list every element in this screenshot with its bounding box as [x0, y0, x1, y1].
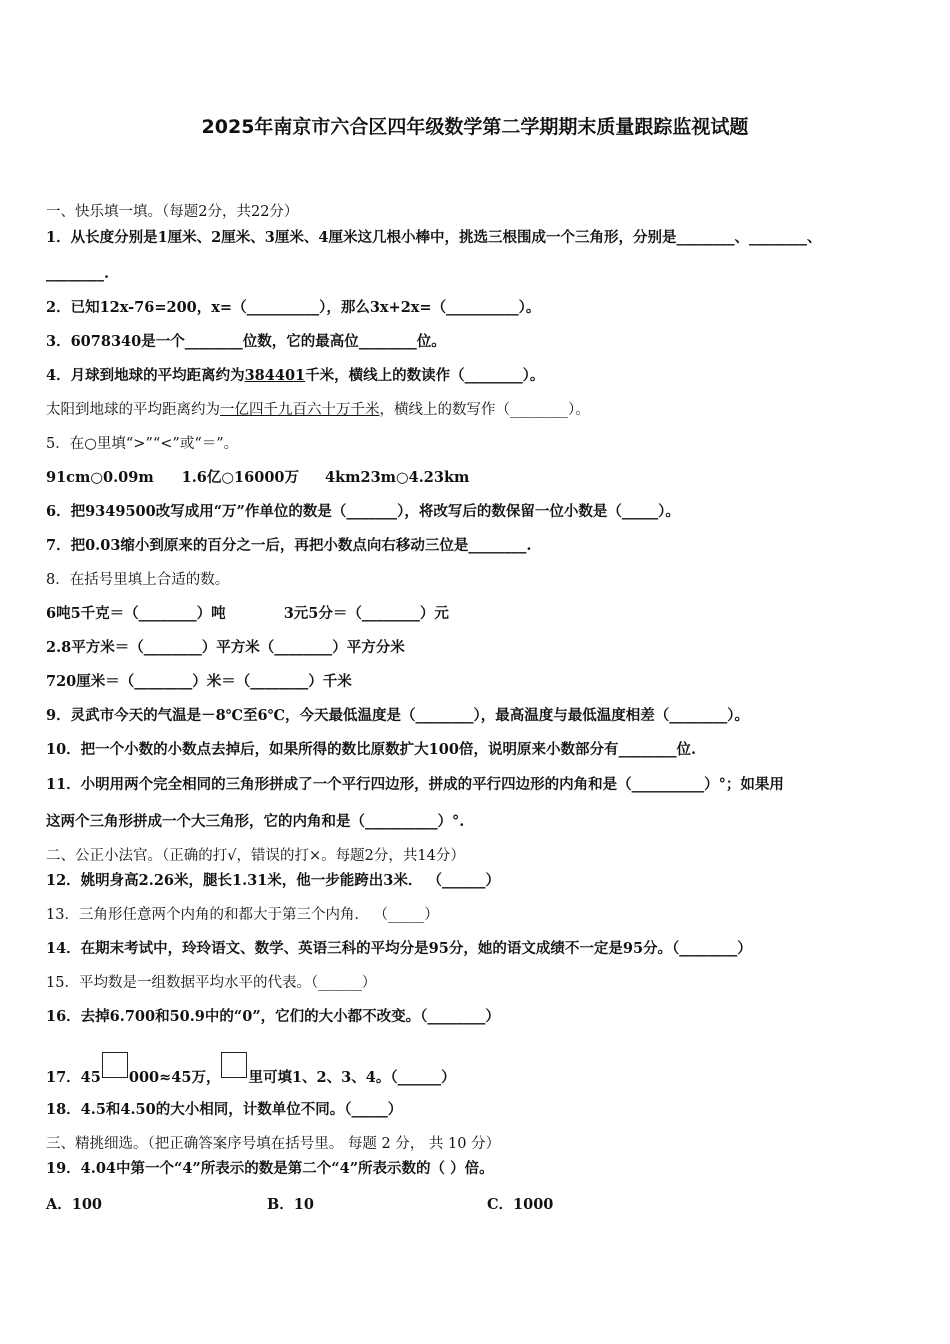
- q17-suffix: 里可填1、2、3、4。（______）: [248, 1069, 456, 1086]
- question-16: 16．去掉6.700和50.9中的“0”，它们的大小都不改变。（________）: [46, 1008, 500, 1025]
- q4-prefix: 4．月球到地球的平均距离约为: [46, 367, 245, 384]
- question-19: 19．4.04中第一个“4”所表示的数是第二个“4”所表示数的（ ）倍。: [46, 1160, 494, 1177]
- q5-item-b: 1.6亿○16000万: [181, 469, 299, 486]
- question-8-row-3: 720厘米＝（________）米＝（________）千米: [46, 673, 352, 690]
- question-2: 2．已知12x-76=200，x=（__________），那么3x+2x=（__________）。: [46, 299, 541, 316]
- question-4-line-2: [46, 400, 590, 420]
- question-4-line-1: [46, 366, 544, 386]
- question-13: 13．三角形任意两个内角的和都大于第三个内角． （_____）: [46, 907, 439, 923]
- q19-option-a[interactable]: A．100: [46, 1196, 103, 1213]
- q17-prefix: 17．45: [46, 1069, 101, 1086]
- question-5: 5．在○里填“>”“<”或“＝”。: [46, 436, 239, 452]
- section-heading-2: 二、公正小法官。（正确的打√，错误的打×。每题2分，共14分）: [46, 848, 465, 864]
- question-8: 8．在括号里填上合适的数。: [46, 572, 230, 588]
- q19-option-c[interactable]: C．1000: [487, 1196, 554, 1213]
- q4b-underlined-number: 一亿四千九百六十万千米: [220, 402, 380, 418]
- q8-item-a: 6吨5千克＝（________）吨: [46, 605, 226, 622]
- question-12: 12．姚明身高2.26米，腿长1.31米，他一步能跨出3米． （______）: [46, 872, 500, 889]
- question-15: 15．平均数是一组数据平均水平的代表。（______）: [46, 975, 377, 991]
- q8-item-b: 3元5分＝（________）元: [283, 605, 449, 622]
- q19-option-b[interactable]: B．10: [267, 1196, 314, 1213]
- question-17: [46, 1052, 456, 1088]
- q4-suffix: 千米，横线上的数读作（________）。: [305, 367, 545, 384]
- question-5-items: [46, 468, 469, 488]
- question-7: 7．把0.03缩小到原来的百分之一后，再把小数点向右移动三位是________.: [46, 537, 532, 554]
- question-6: 6．把9349500改写成用“万”作单位的数是（_______），将改写后的数保留一位小数是（_____）。: [46, 503, 680, 520]
- q17-blank-box-1[interactable]: [102, 1052, 128, 1078]
- question-9: 9．灵武市今天的气温是－8℃至6℃，今天最低温度是（________），最高温度与最低温度相差（________）。: [46, 707, 750, 724]
- q17-blank-box-2[interactable]: [221, 1052, 247, 1078]
- section-heading-1: 一、快乐填一填。（每题2分，共22分）: [46, 204, 299, 220]
- page-title: 2025年南京市六合区四年级数学第二学期期末质量跟踪监视试题: [201, 116, 749, 138]
- question-11-line-2: 这两个三角形拼成一个大三角形，它的内角和是（__________）°.: [46, 813, 465, 830]
- question-14: 14．在期末考试中，玲玲语文、数学、英语三科的平均分是95分，她的语文成绩不一定是95分。（________）: [46, 940, 752, 957]
- question-1-line-2: ________.: [46, 265, 110, 282]
- question-8-row-1: [46, 604, 449, 624]
- question-18: 18．4.5和4.50的大小相同，计数单位不同。（_____）: [46, 1101, 403, 1118]
- question-1-line-1: 1．从长度分别是1厘米、2厘米、3厘米、4厘米这几根小棒中，挑选三根围成一个三角形，分别是________、________、: [46, 229, 822, 246]
- q4b-prefix: 太阳到地球的平均距离约为: [46, 402, 220, 418]
- q5-item-c: 4km23m○4.23km: [325, 469, 470, 486]
- question-3: 3．6078340是一个________位数，它的最高位________位。: [46, 333, 446, 350]
- question-8-row-2: 2.8平方米＝（________）平方米（________）平方分米: [46, 639, 405, 656]
- question-10: 10．把一个小数的小数点去掉后，如果所得的数比原数扩大100倍，说明原来小数部分有________位.: [46, 741, 696, 758]
- question-11-line-1: 11．小明用两个完全相同的三角形拼成了一个平行四边形，拼成的平行四边形的内角和是（__________）°；如果用: [46, 776, 784, 793]
- section-heading-3: 三、精挑细选。（把正确答案序号填在括号里。 每题 2 分， 共 10 分）: [46, 1136, 501, 1152]
- q4b-suffix: ，横线上的数写作（________）。: [379, 402, 590, 418]
- q17-middle: 000≈45万，: [128, 1069, 221, 1086]
- q5-item-a: 91cm○0.09m: [46, 469, 154, 486]
- q4-underlined-number: 384401: [244, 367, 306, 384]
